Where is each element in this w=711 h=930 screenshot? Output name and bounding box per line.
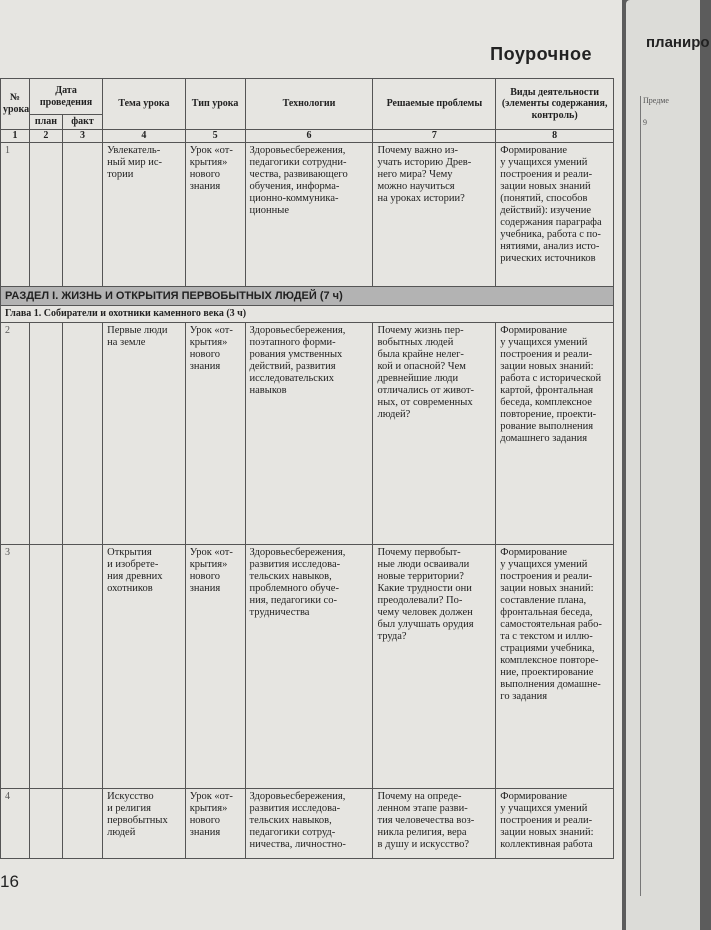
col-header-topic: Тема урока — [103, 79, 186, 130]
table-row — [1, 322, 614, 544]
col-header-plan: план — [29, 115, 62, 130]
lesson-activities: Формирование у учащихся умений построения и реали- зации новых знаний (понятий, способов действий): изучение содержания параграфа учебника, работа с по- нятиями, анализ исто- рических источников — [496, 142, 614, 286]
lesson-type: Урок «от- крытия» нового знания — [185, 544, 245, 788]
page-number: 16 — [0, 872, 19, 891]
col-number: 5 — [185, 129, 245, 142]
lesson-number: 2 — [1, 322, 30, 544]
col-header-problems: Решаемые проблемы — [373, 79, 496, 130]
col-header-activities: Виды деятельности (элементы содержания, контроль) — [496, 79, 614, 130]
right-page-col-label: Предме — [643, 96, 669, 105]
lesson-number: 1 — [1, 142, 30, 286]
col-header-date: Дата проведения — [29, 79, 102, 115]
fact-date-cell — [62, 322, 102, 544]
right-page-title: планиро — [646, 34, 710, 51]
lesson-problems: Почему на опреде- ленном этапе разви- тия человечества воз- никла религия, вера в душу и искусство? — [373, 788, 496, 858]
right-page-column — [640, 96, 711, 896]
lesson-number: 3 — [1, 544, 30, 788]
lesson-activities: Формирование у учащихся умений построения и реали- зации новых знаний: работа с исторической картой, фронтальная беседа, комплексное повторение, проекти- рование выполнения домашнего задания — [496, 322, 614, 544]
lesson-topic: Открытия и изобрете- ния древних охотников — [103, 544, 186, 788]
lesson-topic: Искусство и религия первобытных людей — [103, 788, 186, 858]
right-page-col-number: 9 — [643, 118, 647, 127]
lesson-technologies: Здоровьесбережения, поэтапного форми- рования умственных действий, развития исследовательских навыков — [245, 322, 373, 544]
plan-date-cell — [29, 544, 62, 788]
col-number: 8 — [496, 129, 614, 142]
plan-date-cell — [29, 788, 62, 858]
fact-date-cell — [62, 142, 102, 286]
chapter-title: Глава 1. Собиратели и охотники каменного века (3 ч) — [1, 306, 614, 323]
table-row — [1, 544, 614, 788]
section-row — [1, 286, 614, 306]
lesson-technologies: Здоровьесбережения, педагогики сотрудни- чества, развивающего обучения, информа- ционно-коммуника- ционные — [245, 142, 373, 286]
lesson-problems: Почему жизнь пер- вобытных людей была крайне нелег- кой и опасной? Чем древнейшие люди отличались от живот- ных, от современных людей? — [373, 322, 496, 544]
page-title: Поурочное — [490, 44, 592, 64]
col-number: 6 — [245, 129, 373, 142]
section-title: РАЗДЕЛ I. ЖИЗНЬ И ОТКРЫТИЯ ПЕРВОБЫТНЫХ ЛЮДЕЙ (7 ч) — [1, 286, 614, 306]
lesson-plan-table — [0, 78, 614, 859]
col-number: 3 — [62, 129, 102, 142]
lesson-topic: Первые люди на земле — [103, 322, 186, 544]
col-number: 7 — [373, 129, 496, 142]
fact-date-cell — [62, 788, 102, 858]
lesson-type: Урок «от- крытия» нового знания — [185, 322, 245, 544]
lesson-activities: Формирование у учащихся умений построения и реали- зации новых знаний: коллективная работа — [496, 788, 614, 858]
lesson-problems: Почему первобыт- ные люди осваивали новые территории? Какие трудности они преодолевали? По- чему человек должен был улучшать орудия труда? — [373, 544, 496, 788]
table-row — [1, 788, 614, 858]
lesson-type: Урок «от- крытия» нового знания — [185, 788, 245, 858]
lesson-technologies: Здоровьесбережения, развития исследова- тельских навыков, проблемного обуче- ния, педагогики со- трудничества — [245, 544, 373, 788]
column-number-row — [1, 129, 614, 142]
right-page — [626, 0, 710, 930]
table-header-row — [1, 79, 614, 115]
col-number: 2 — [29, 129, 62, 142]
fact-date-cell — [62, 544, 102, 788]
col-number: 4 — [103, 129, 186, 142]
lesson-number: 4 — [1, 788, 30, 858]
plan-date-cell — [29, 142, 62, 286]
col-header-num: № урока — [1, 79, 30, 130]
col-header-fact: факт — [62, 115, 102, 130]
col-header-type: Тип урока — [185, 79, 245, 130]
lesson-topic: Увлекатель- ный мир ис- тории — [103, 142, 186, 286]
lesson-technologies: Здоровьесбережения, развития исследова- тельских навыков, педагогики сотруд- ничества, личностно- — [245, 788, 373, 858]
col-number: 1 — [1, 129, 30, 142]
lesson-activities: Формирование у учащихся умений построения и реали- зации новых знаний: составление плана, фронтальная беседа, самостоятельная рабо- та с текстом и иллю- страциями учебника, комплексное повторе- ние, проектирование выполнения домашне- го задания — [496, 544, 614, 788]
lesson-type: Урок «от- крытия» нового знания — [185, 142, 245, 286]
table-row — [1, 142, 614, 286]
plan-date-cell — [29, 322, 62, 544]
chapter-row — [1, 306, 614, 323]
lesson-problems: Почему важно из- учать историю Древ- него мира? Чему можно научиться на уроках истории? — [373, 142, 496, 286]
col-header-tech: Технологии — [245, 79, 373, 130]
